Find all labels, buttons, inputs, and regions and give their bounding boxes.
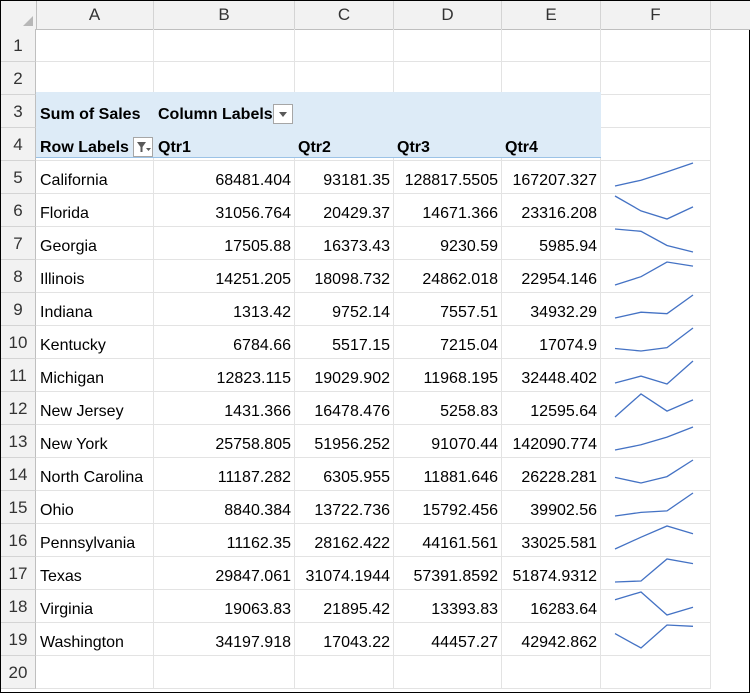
column-header-f[interactable]: F [601,1,711,29]
row-header-16[interactable]: 16 [1,524,36,557]
pivot-value-cell[interactable]: 93181.35 [323,172,390,189]
pivot-row-label[interactable]: New York [40,436,108,453]
pivot-value-cell[interactable]: 26228.281 [521,469,597,486]
sparkline-michigan[interactable] [615,361,693,384]
sparkline-new-jersey[interactable] [615,394,693,417]
pivot-row-labels[interactable]: Row Labels [40,139,129,156]
dropdown-arrow-icon [279,112,287,117]
row-header-20[interactable]: 20 [1,656,36,689]
pivot-value-cell[interactable]: 7215.04 [440,337,498,354]
sparkline-pennsylvania[interactable] [615,526,693,549]
pivot-value-cell[interactable]: 6305.955 [323,469,390,486]
pivot-value-cell[interactable]: 33025.581 [521,535,597,552]
pivot-value-cell[interactable]: 51956.252 [314,436,390,453]
sparklines-column [601,158,711,653]
pivot-value-cell[interactable]: 14251.205 [215,271,291,288]
column-header-d[interactable]: D [394,1,502,29]
pivot-value-cell[interactable]: 44457.27 [431,634,498,651]
sparkline-texas[interactable] [615,559,693,582]
pivot-row-label[interactable]: Michigan [40,370,105,387]
row-header-14[interactable]: 14 [1,458,36,491]
pivot-quarter-header[interactable]: Qtr3 [397,139,430,156]
pivot-value-cell[interactable]: 68481.404 [215,172,291,189]
row-header-8[interactable]: 8 [1,260,36,293]
pivot-column-labels[interactable]: Column Labels [158,106,273,123]
pivot-row-label[interactable]: Kentucky [40,337,106,354]
pivot-value-cell[interactable]: 23316.208 [521,205,597,222]
pivot-value-cell[interactable]: 8840.384 [224,502,291,519]
pivot-value-cell[interactable]: 6784.66 [233,337,291,354]
pivot-row-label[interactable]: Indiana [40,304,93,321]
pivot-row-label[interactable]: North Carolina [40,469,144,486]
pivot-row-label[interactable]: Pennsylvania [40,535,136,552]
pivot-value-cell[interactable]: 167207.327 [512,172,597,189]
row-header-1[interactable]: 1 [1,29,36,62]
sparkline-georgia[interactable] [615,229,693,252]
pivot-row-label[interactable]: Illinois [40,271,85,288]
column-header-b[interactable]: B [154,1,295,29]
select-all-icon [23,16,33,26]
pivot-sum-label[interactable]: Sum of Sales [40,106,141,123]
gridline-row [36,688,711,689]
pivot-value-cell[interactable]: 28162.422 [314,535,390,552]
pivot-row-label[interactable]: New Jersey [40,403,124,420]
sparkline-ohio[interactable] [615,493,693,516]
pivot-quarter-header[interactable]: Qtr1 [158,139,191,156]
pivot-value-cell[interactable]: 29847.061 [215,568,291,585]
row-header-3[interactable]: 3 [1,95,36,128]
pivot-row-label[interactable]: Florida [40,205,89,222]
pivot-quarter-header[interactable]: Qtr2 [298,139,331,156]
pivot-value-cell[interactable]: 5517.15 [332,337,390,354]
pivot-value-cell[interactable]: 11162.35 [226,535,291,552]
pivot-value-cell[interactable]: 12595.64 [530,403,597,420]
pivot-value-cell[interactable]: 15792.456 [422,502,498,519]
pivot-row-label[interactable]: California [40,172,108,189]
row-header-9[interactable]: 9 [1,293,36,326]
row-header-7[interactable]: 7 [1,227,36,260]
pivot-value-cell[interactable]: 32448.402 [521,370,597,387]
pivot-value-cell[interactable]: 1313.42 [233,304,291,321]
pivot-value-cell[interactable]: 16478.476 [314,403,390,420]
row-header-5[interactable]: 5 [1,161,36,194]
pivot-value-cell[interactable]: 128817.5505 [404,172,498,189]
pivot-value-cell[interactable]: 31056.764 [215,205,291,222]
row-header-15[interactable]: 15 [1,491,36,524]
pivot-value-cell[interactable]: 31074.1944 [305,568,390,585]
column-labels-dropdown-button[interactable] [273,104,293,124]
pivot-row-label[interactable]: Georgia [40,238,97,255]
sparkline-kentucky[interactable] [615,328,693,351]
sparkline-illinois[interactable] [615,262,693,285]
sparkline-indiana[interactable] [615,295,693,318]
pivot-value-cell[interactable]: 16283.64 [530,601,597,618]
row-header-18[interactable]: 18 [1,590,36,623]
pivot-value-cell[interactable]: 19063.83 [224,601,291,618]
pivot-value-cell[interactable]: 11968.195 [423,370,498,387]
sparkline-florida[interactable] [615,196,693,219]
pivot-value-cell[interactable]: 9752.14 [332,304,390,321]
column-header-c[interactable]: C [295,1,394,29]
pivot-value-cell[interactable]: 17505.88 [224,238,291,255]
sparkline-virginia[interactable] [615,592,693,615]
select-all-corner[interactable] [1,1,37,29]
pivot-value-cell[interactable]: 21895.42 [323,601,390,618]
pivot-value-cell[interactable]: 39902.56 [530,502,597,519]
pivot-row-label[interactable]: Virginia [40,601,94,618]
pivot-value-cell[interactable]: 18098.732 [314,271,390,288]
row-header-13[interactable]: 13 [1,425,36,458]
row-header-10[interactable]: 10 [1,326,36,359]
pivot-value-cell[interactable]: 34197.918 [215,634,291,651]
pivot-value-cell[interactable]: 11187.282 [217,469,291,486]
row-header-12[interactable]: 12 [1,392,36,425]
pivot-value-cell[interactable]: 24862.018 [422,271,498,288]
row-header-6[interactable]: 6 [1,194,36,227]
pivot-row-label[interactable]: Ohio [40,502,74,519]
column-header-e[interactable]: E [502,1,601,29]
pivot-value-cell[interactable]: 16373.43 [323,238,390,255]
pivot-value-cell[interactable]: 44161.561 [422,535,498,552]
pivot-value-cell[interactable]: 34932.29 [530,304,597,321]
pivot-value-cell[interactable]: 14671.366 [422,205,498,222]
pivot-value-cell[interactable]: 142090.774 [512,436,597,453]
pivot-value-cell[interactable]: 22954.146 [521,271,597,288]
pivot-quarter-header[interactable]: Qtr4 [505,139,538,156]
sparkline-washington[interactable] [615,625,693,648]
sparkline-california[interactable] [615,163,693,186]
pivot-row-label[interactable]: Washington [40,634,124,651]
pivot-value-cell[interactable]: 19029.902 [314,370,390,387]
pivot-value-cell[interactable]: 57391.8592 [413,568,498,585]
row-header-2[interactable]: 2 [1,62,36,95]
filter-icon [134,138,154,158]
column-header-a[interactable]: A [36,1,154,29]
pivot-value-cell[interactable]: 17074.9 [539,337,597,354]
pivot-value-cell[interactable]: 42942.862 [521,634,597,651]
sparkline-new-york[interactable] [615,427,693,450]
row-header-4[interactable]: 4 [1,128,36,161]
pivot-value-cell[interactable]: 1431.366 [224,403,291,420]
row-header-19[interactable]: 19 [1,623,36,656]
row-header-17[interactable]: 17 [1,557,36,590]
pivot-value-cell[interactable]: 7557.51 [440,304,498,321]
pivot-value-cell[interactable]: 17043.22 [323,634,390,651]
pivot-value-cell[interactable]: 91070.44 [431,436,498,453]
row-labels-filter-button[interactable] [133,137,153,157]
pivot-row-label[interactable]: Texas [40,568,82,585]
pivot-value-cell[interactable]: 25758.805 [215,436,291,453]
pivot-value-cell[interactable]: 9230.59 [440,238,498,255]
gridline-row [36,61,711,62]
pivot-value-cell[interactable]: 12823.115 [216,370,291,387]
pivot-value-cell[interactable]: 5258.83 [440,403,498,420]
pivot-value-cell[interactable]: 51874.9312 [512,568,597,585]
pivot-value-cell[interactable]: 13393.83 [431,601,498,618]
pivot-value-cell[interactable]: 20429.37 [323,205,390,222]
pivot-value-cell[interactable]: 5985.94 [539,238,597,255]
row-header-11[interactable]: 11 [1,359,36,392]
pivot-value-cell[interactable]: 11881.646 [423,469,498,486]
sparkline-north-carolina[interactable] [615,460,693,483]
pivot-value-cell[interactable]: 13722.736 [314,502,390,519]
